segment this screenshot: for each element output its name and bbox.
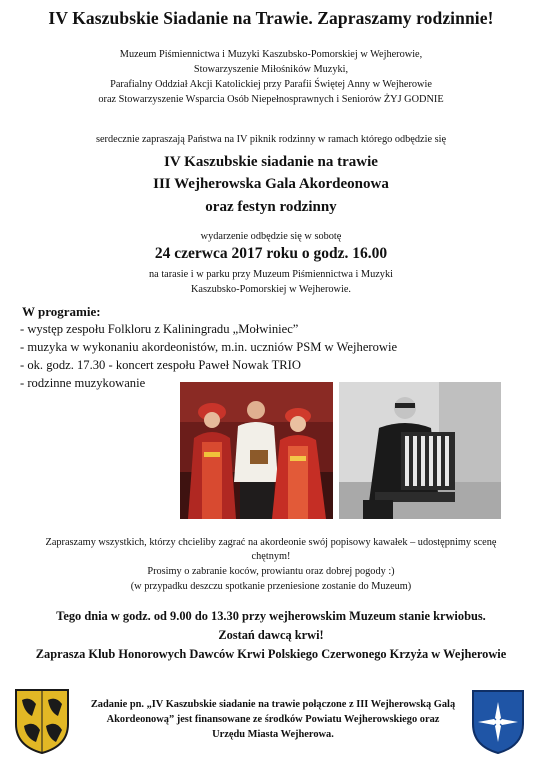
program-heading: W programie: [22, 304, 101, 319]
program-item: - muzyka w wykonaniu akordeonistów, m.in. uczniów PSM w Wejherowie [20, 340, 398, 354]
place-line-1: na tarasie i w parku przy Muzeum Piśmiennictwa i Muzyki [149, 269, 393, 280]
blood-club-invite: Zaprasza Klub Honorowych Dawców Krwi Polskiego Czerwonego Krzyża w Wejherowie [35, 647, 507, 661]
program-item: - rodzinne muzykowanie [20, 376, 146, 390]
folk-group-photo [180, 382, 333, 519]
invite-text: serdecznie zapraszają Państwa na IV piknik rodzinny w ramach którego odbędzie się [95, 134, 447, 145]
organizer-line-3: Parafialny Oddział Akcji Katolickiej przy Parafii Świętej Anny w Wejherowie [110, 79, 432, 90]
event-name-1: IV Kaszubskie siadanie na trawie [164, 154, 378, 170]
place-line-2: Kaszubsko-Pomorskiej w Wejherowie. [191, 284, 351, 295]
organizer-line-4: oraz Stowarzyszenie Wsparcia Osób Niepełnosprawnych i Seniorów ŻYJ GODNIE [98, 94, 444, 105]
funding-line-1: Zadanie pn. „IV Kaszubskie siadanie na trawie połączone z III Wejherowską Galą [90, 699, 456, 710]
funding-note [78, 697, 468, 742]
funding-line-2: Akordeonową” jest finansowane ze środków Powiatu Wejherowskiego oraz [106, 714, 440, 725]
organizer-line-1: Muzeum Piśmiennictwa i Muzyki Kaszubsko-Pomorskiej w Wejherowie, [119, 49, 423, 60]
note-line-3: Prosimy o zabranie koców, prowiantu oraz dobrej pogody :) [147, 566, 395, 577]
event-name-2: III Wejherowska Gala Akordeonowa [153, 176, 389, 192]
powiat-coat-of-arms-icon [12, 686, 72, 756]
event-date: 24 czerwca 2017 roku o godz. 16.00 [154, 245, 388, 262]
program-item: - ok. godz. 17.30 - koncert zespołu Paweł Nowak TRIO [20, 358, 301, 372]
date-intro: wydarzenie odbędzie się w sobotę [200, 231, 342, 242]
organizer-line-2: Stowarzyszenie Miłośników Muzyki, [193, 64, 349, 75]
event-name-3: oraz festyn rodzinny [205, 199, 337, 215]
accordionist-photo [339, 382, 501, 519]
note-line-1: Zapraszamy wszystkich, którzy chcieliby zagrać na akordeonie swój popisowy kawałek – udostępnimy scenę [45, 537, 497, 548]
blood-donor-call: Zostań dawcą krwi! [218, 628, 324, 642]
city-coat-of-arms-icon [470, 688, 526, 756]
note-line-4: (w przypadku deszczu spotkanie przeniesione zostanie do Muzeum) [130, 581, 412, 592]
poster-title: IV Kaszubskie Siadanie na Trawie. Zapraszamy rodzinnie! [48, 8, 494, 28]
note-line-2: chętnym! [251, 551, 291, 562]
bloodbus-info: Tego dnia w godz. od 9.00 do 13.30 przy wejherowskim Muzeum stanie krwiobus. [56, 609, 486, 623]
funding-line-3: Urzędu Miasta Wejherowa. [212, 729, 334, 740]
program-item: - występ zespołu Folkloru z Kaliningradu „Mołwiniec” [20, 322, 299, 336]
